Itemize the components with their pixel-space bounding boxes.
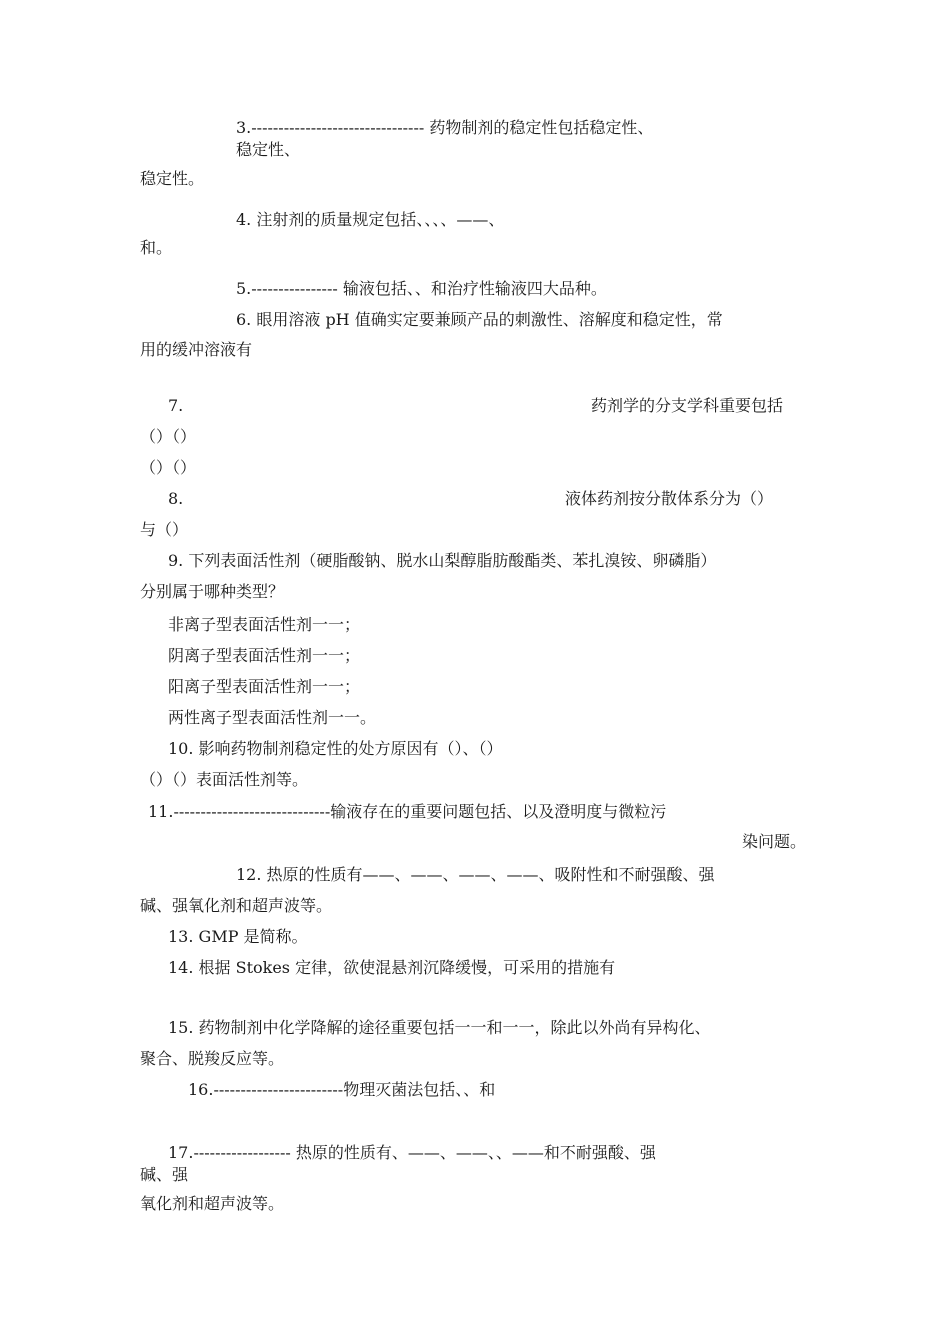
q9-zwitterionic: 两性离子型表面活性剂一一。 xyxy=(168,708,377,727)
q7-line2: （）（） xyxy=(140,427,197,446)
q12-line1: 12. 热原的性质有——、——、——、——、吸附性和不耐强酸、强 xyxy=(236,865,715,884)
q9-nonionic: 非离子型表面活性剂一一； xyxy=(168,615,361,634)
q15-line1: 15. 药物制剂中化学降解的途径重要包括一一和一一，除此以外尚有异构化、 xyxy=(168,1018,711,1037)
q7-text: 药剂学的分支学科重要包括 xyxy=(591,396,784,415)
q9-anionic: 阴离子型表面活性剂一一； xyxy=(168,646,361,665)
q17-line2: 碱、强 xyxy=(140,1165,189,1184)
q3-line3: 稳定性。 xyxy=(140,169,205,188)
q9-cationic: 阳离子型表面活性剂一一； xyxy=(168,677,361,696)
q8-text: 液体药剂按分散体系分为（） xyxy=(565,489,774,508)
q14-line1: 14. 根据 Stokes 定律，欲使混悬剂沉降缓慢，可采用的措施有 xyxy=(168,958,616,977)
q7-number: 7. xyxy=(168,396,184,415)
q7-line3: （）（） xyxy=(140,458,197,477)
q6-line2: 用的缓冲溶液有 xyxy=(140,340,253,359)
q11-line1: 11.-----------------------------输液存在的重要问题包括、以及澄明度与微粒污 xyxy=(148,802,667,821)
q15-line2: 聚合、脱羧反应等。 xyxy=(140,1049,285,1068)
q17-line3: 氧化剂和超声波等。 xyxy=(140,1194,285,1213)
q9-line1: 9. 下列表面活性剂（硬脂酸钠、脱水山梨醇脂肪酸酯类、苯扎溴铵、卵磷脂） xyxy=(168,551,717,570)
q3-line1: 3.-------------------------------- 药物制剂的稳定性包括稳定性、 xyxy=(236,118,654,137)
q17-line1: 17.------------------ 热原的性质有、——、——、、——和不耐强酸、强 xyxy=(168,1143,656,1162)
q9-line2: 分别属于哪种类型？ xyxy=(140,582,285,601)
q16-line1: 16.------------------------物理灭菌法包括、、和 xyxy=(188,1080,496,1099)
q6-line1: 6. 眼用溶液 pH 值确实定要兼顾产品的刺激性、溶解度和稳定性，常 xyxy=(236,310,723,329)
q11-line2: 染问题。 xyxy=(742,832,807,851)
q4-line2: 和。 xyxy=(140,238,173,257)
q10-line2: （）（）表面活性剂等。 xyxy=(140,770,309,789)
q5-line1: 5.---------------- 输液包括、、和治疗性输液四大品种。 xyxy=(236,279,607,298)
q12-line2: 碱、强氧化剂和超声波等。 xyxy=(140,896,333,915)
q3-line2: 稳定性、 xyxy=(236,140,301,159)
q4-line1: 4. 注射剂的质量规定包括、、、、——、 xyxy=(236,210,505,229)
q10-line1: 10. 影响药物制剂稳定性的处方原因有（）、（） xyxy=(168,739,503,758)
q8-number: 8. xyxy=(168,489,184,508)
q8-line2: 与（） xyxy=(140,520,189,539)
q13-line1: 13. GMP 是简称。 xyxy=(168,927,308,946)
